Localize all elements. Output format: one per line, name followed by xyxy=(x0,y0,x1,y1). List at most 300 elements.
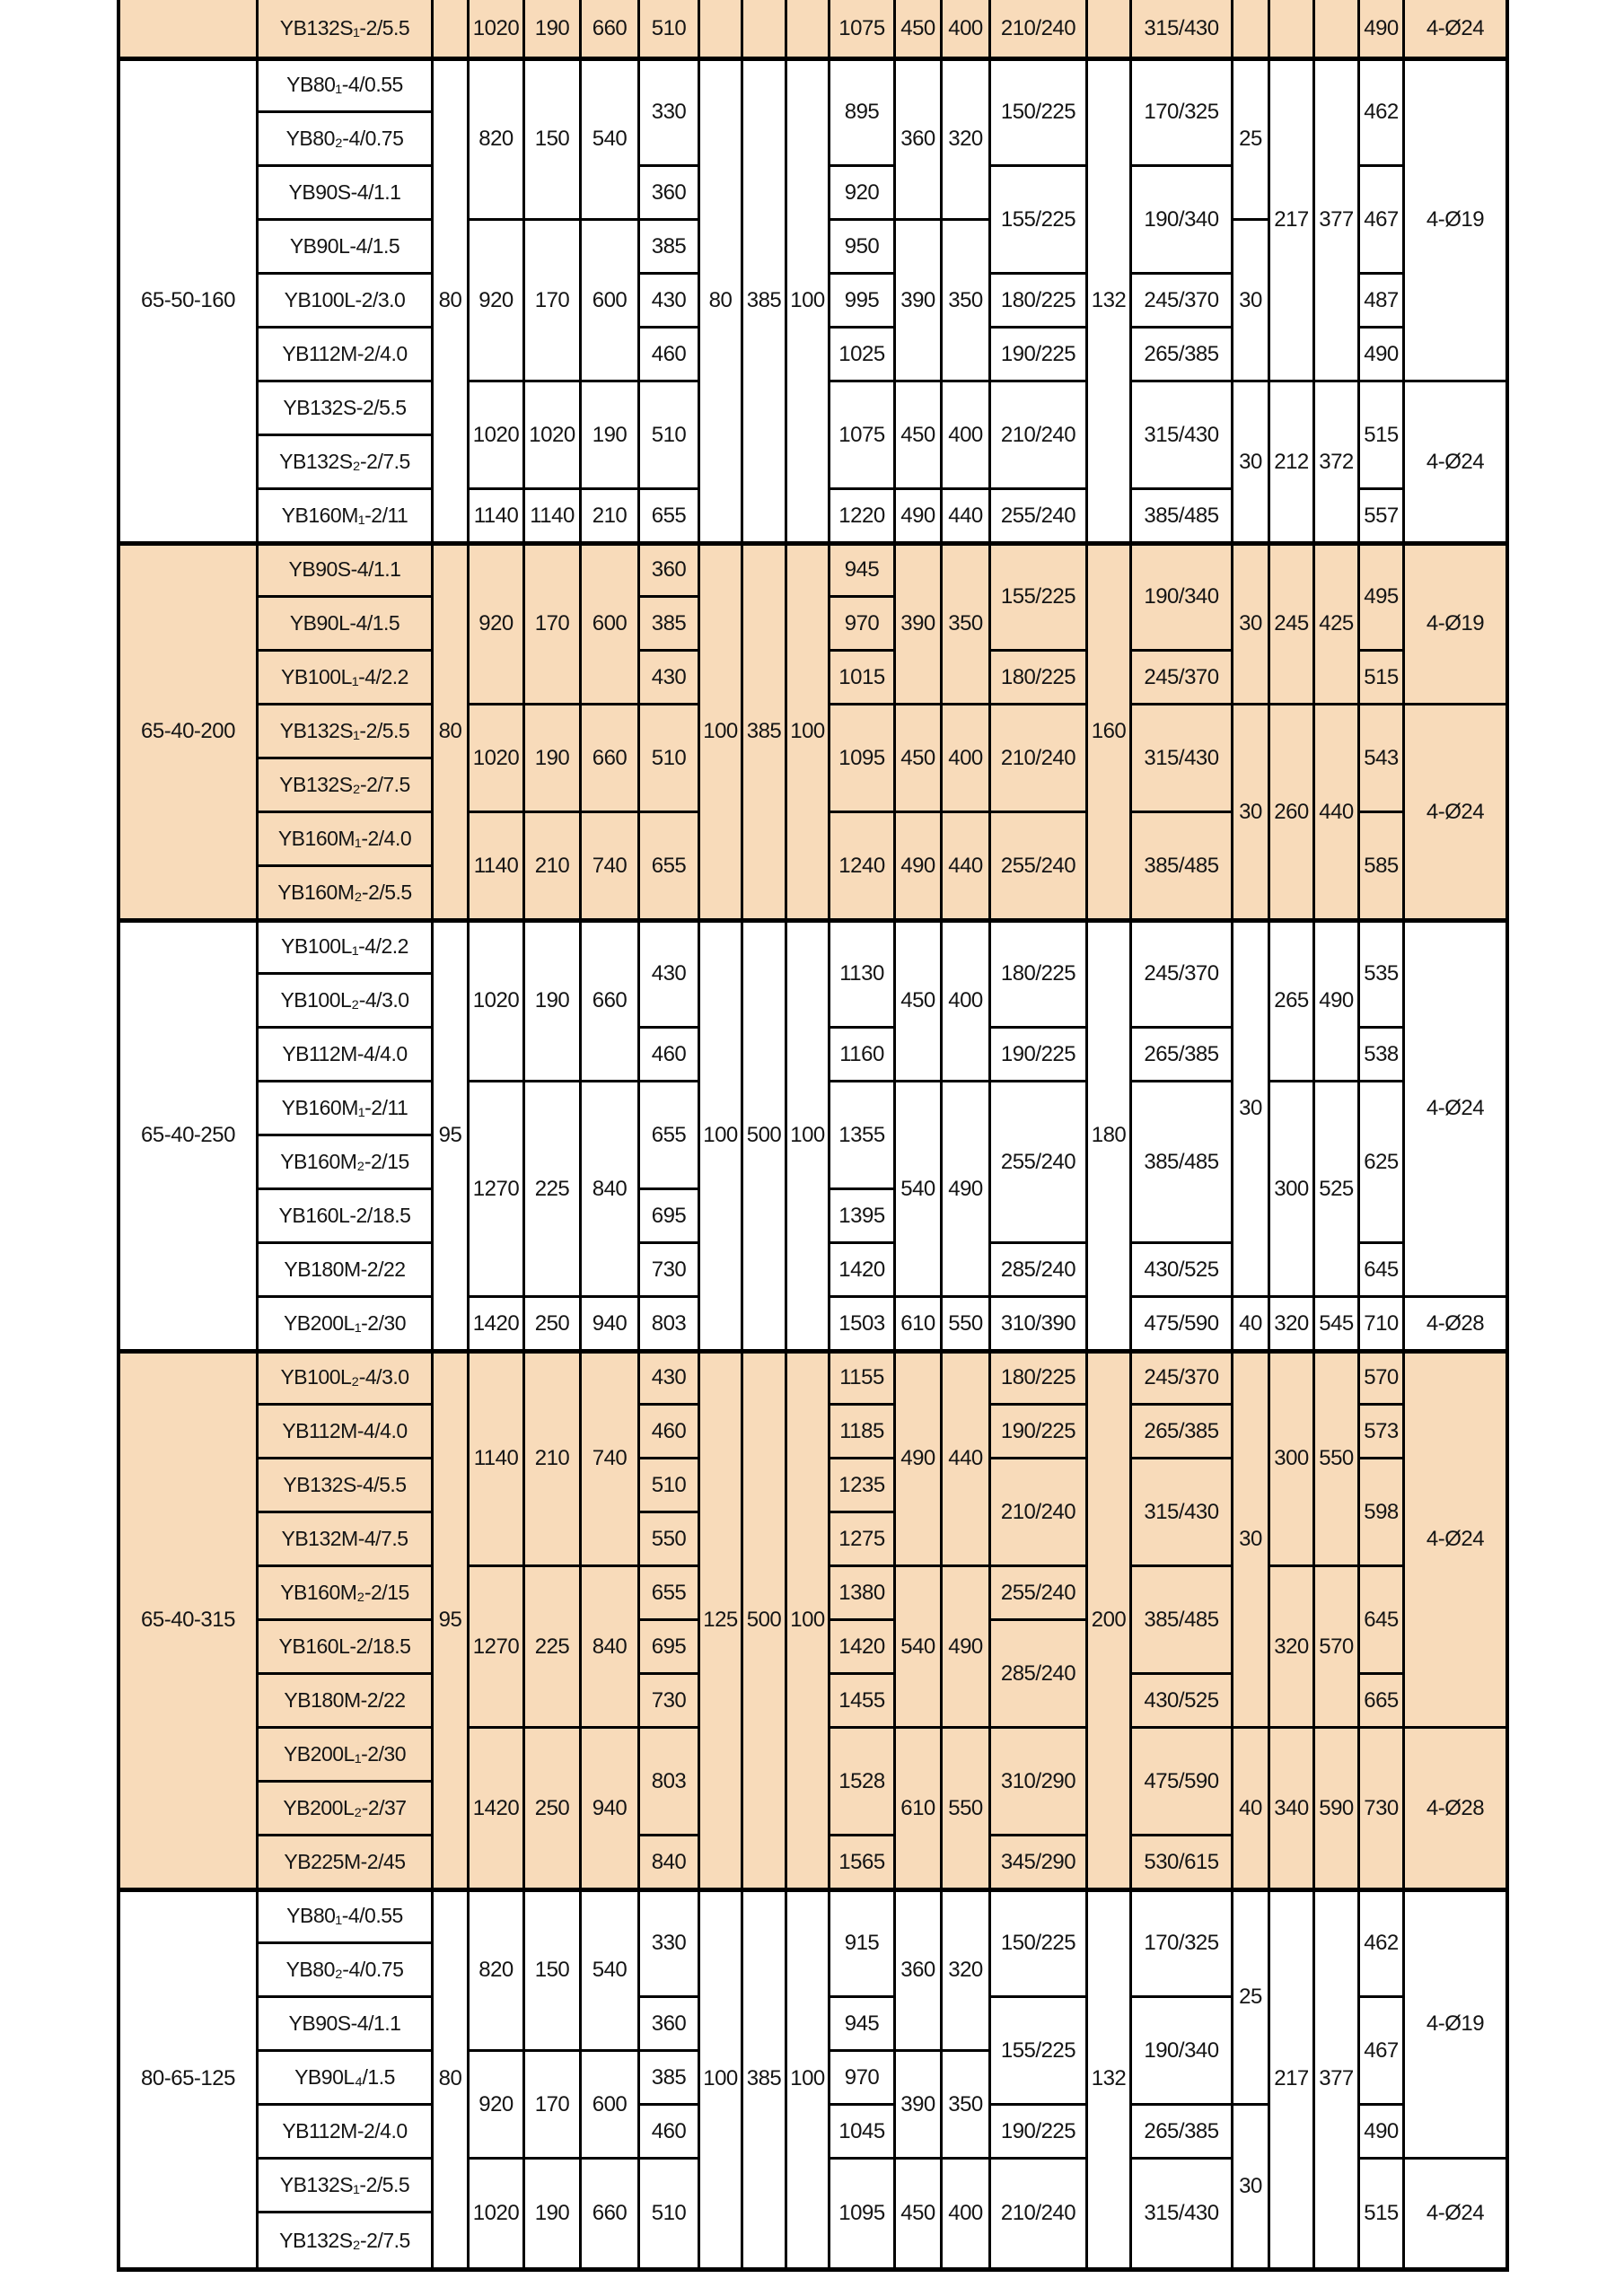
value-cell: 390 xyxy=(896,544,943,705)
value-cell: 132 xyxy=(1088,59,1132,544)
value-cell: 180/225 xyxy=(991,275,1088,329)
value-cell xyxy=(1315,0,1360,59)
value-cell: 495 xyxy=(1360,544,1405,652)
value-cell: 210/240 xyxy=(991,382,1088,490)
value-cell: 467 xyxy=(1360,167,1405,275)
value-cell: 360 xyxy=(896,59,943,221)
value-cell: 425 xyxy=(1315,544,1360,705)
value-cell: 490 xyxy=(1360,0,1405,59)
value-cell: 543 xyxy=(1360,705,1405,813)
value-cell: 475/590 xyxy=(1132,1729,1233,1836)
value-cell: 4-Ø24 xyxy=(1405,0,1505,59)
value-cell: 4-Ø24 xyxy=(1405,382,1505,544)
value-cell: 315/430 xyxy=(1132,382,1233,490)
motor-model-cell: YB80₂-4/0.75 xyxy=(259,1944,434,1998)
value-cell: 820 xyxy=(470,59,525,221)
value-cell: 920 xyxy=(470,544,525,705)
value-cell: 525 xyxy=(1315,1082,1360,1298)
value-cell: 1025 xyxy=(830,329,896,382)
value-cell: 100 xyxy=(700,921,743,1352)
value-cell: 400 xyxy=(943,2160,991,2267)
value-cell: 1015 xyxy=(830,652,896,705)
value-cell: 510 xyxy=(640,1459,700,1513)
value-cell: 440 xyxy=(943,490,991,544)
value-cell: 210/240 xyxy=(991,705,1088,813)
value-cell: 4-Ø28 xyxy=(1405,1298,1505,1352)
value-cell: 190/225 xyxy=(991,2106,1088,2160)
value-cell: 570 xyxy=(1360,1352,1405,1406)
motor-model-cell: YB80₂-4/0.75 xyxy=(259,113,434,167)
value-cell: 510 xyxy=(640,705,700,813)
value-cell: 4-Ø19 xyxy=(1405,59,1505,382)
value-cell: 550 xyxy=(943,1729,991,1890)
value-cell: 217 xyxy=(1270,1890,1315,2267)
value-cell: 385 xyxy=(640,221,700,275)
value-cell: 430 xyxy=(640,652,700,705)
value-cell: 255/240 xyxy=(991,1567,1088,1621)
group-separator-line xyxy=(120,1349,1505,1354)
value-cell: 1140 xyxy=(470,490,525,544)
motor-model-cell: YB160M₂-2/5.5 xyxy=(259,867,434,921)
value-cell: 600 xyxy=(582,544,640,705)
value-cell: 695 xyxy=(640,1621,700,1675)
value-cell: 740 xyxy=(582,1352,640,1567)
value-cell: 372 xyxy=(1315,382,1360,544)
value-cell: 1095 xyxy=(830,2160,896,2267)
value-cell: 265/385 xyxy=(1132,1029,1233,1082)
value-cell: 265/385 xyxy=(1132,2106,1233,2160)
pump-model-cell: 65-40-200 xyxy=(120,544,259,921)
value-cell: 645 xyxy=(1360,1244,1405,1298)
value-cell: 1220 xyxy=(830,490,896,544)
value-cell: 920 xyxy=(470,2052,525,2160)
value-cell: 30 xyxy=(1233,382,1270,544)
value-cell: 540 xyxy=(896,1567,943,1729)
value-cell: 212 xyxy=(1270,382,1315,544)
value-cell: 450 xyxy=(896,0,943,59)
value-cell: 440 xyxy=(1315,705,1360,921)
value-cell: 390 xyxy=(896,2052,943,2160)
value-cell: 475/590 xyxy=(1132,1298,1233,1352)
value-cell: 460 xyxy=(640,329,700,382)
value-cell: 530/615 xyxy=(1132,1836,1233,1890)
value-cell: 1270 xyxy=(470,1082,525,1298)
value-cell: 970 xyxy=(830,2052,896,2106)
value-cell: 400 xyxy=(943,0,991,59)
value-cell: 600 xyxy=(582,221,640,382)
value-cell: 25 xyxy=(1233,59,1270,221)
value-cell: 210 xyxy=(582,490,640,544)
value-cell: 330 xyxy=(640,1890,700,1998)
value-cell: 970 xyxy=(830,598,896,652)
value-cell: 1155 xyxy=(830,1352,896,1406)
value-cell: 740 xyxy=(582,813,640,921)
value-cell: 100 xyxy=(700,544,743,921)
value-cell: 385 xyxy=(743,1890,787,2267)
motor-model-cell: YB132S₁-2/5.5 xyxy=(259,0,434,59)
group-separator-line xyxy=(120,1888,1505,1892)
value-cell: 1503 xyxy=(830,1298,896,1352)
value-cell: 540 xyxy=(582,59,640,221)
value-cell: 300 xyxy=(1270,1352,1315,1567)
value-cell: 1185 xyxy=(830,1406,896,1459)
value-cell: 1020 xyxy=(470,921,525,1082)
value-cell: 1140 xyxy=(470,813,525,921)
value-cell: 1380 xyxy=(830,1567,896,1621)
value-cell: 170/325 xyxy=(1132,59,1233,167)
value-cell: 467 xyxy=(1360,1998,1405,2106)
value-cell: 490 xyxy=(943,1082,991,1298)
value-cell: 840 xyxy=(582,1567,640,1729)
pump-model-cell xyxy=(120,0,259,59)
motor-model-cell: YB100L₁-4/2.2 xyxy=(259,921,434,975)
value-cell: 915 xyxy=(830,1890,896,1998)
group-separator-line xyxy=(120,918,1505,923)
value-cell: 1420 xyxy=(830,1244,896,1298)
value-cell: 598 xyxy=(1360,1459,1405,1567)
value-cell: 40 xyxy=(1233,1729,1270,1890)
group-separator-line xyxy=(120,57,1505,61)
value-cell: 315/430 xyxy=(1132,1459,1233,1567)
value-cell: 450 xyxy=(896,2160,943,2267)
value-cell: 385/485 xyxy=(1132,1567,1233,1675)
value-cell: 255/240 xyxy=(991,813,1088,921)
value-cell: 440 xyxy=(943,1352,991,1567)
value-cell: 377 xyxy=(1315,1890,1360,2267)
value-cell: 132 xyxy=(1088,1890,1132,2267)
value-cell: 150 xyxy=(525,1890,582,2052)
value-cell: 1020 xyxy=(470,382,525,490)
motor-model-cell: YB200L₁-2/30 xyxy=(259,1298,434,1352)
value-cell: 190/225 xyxy=(991,1029,1088,1082)
value-cell: 450 xyxy=(896,382,943,490)
value-cell: 245/370 xyxy=(1132,652,1233,705)
value-cell: 1075 xyxy=(830,0,896,59)
motor-model-cell: YB80₁-4/0.55 xyxy=(259,59,434,113)
value-cell: 245/370 xyxy=(1132,1352,1233,1406)
value-cell: 4-Ø24 xyxy=(1405,921,1505,1298)
value-cell: 125 xyxy=(700,1352,743,1890)
value-cell: 190/340 xyxy=(1132,167,1233,275)
value-cell: 350 xyxy=(943,221,991,382)
value-cell: 385 xyxy=(640,598,700,652)
value-cell: 950 xyxy=(830,221,896,275)
value-cell: 100 xyxy=(787,921,830,1352)
value-cell: 250 xyxy=(525,1729,582,1890)
value-cell: 265/385 xyxy=(1132,329,1233,382)
value-cell: 1140 xyxy=(525,490,582,544)
value-cell: 550 xyxy=(1315,1352,1360,1567)
value-cell: 655 xyxy=(640,1082,700,1190)
value-cell: 4-Ø24 xyxy=(1405,2160,1505,2267)
value-cell: 487 xyxy=(1360,275,1405,329)
value-cell: 430 xyxy=(640,921,700,1029)
value-cell: 515 xyxy=(1360,652,1405,705)
motor-model-cell: YB180M-2/22 xyxy=(259,1244,434,1298)
value-cell: 645 xyxy=(1360,1567,1405,1675)
motor-model-cell: YB200L₁-2/30 xyxy=(259,1729,434,1783)
value-cell xyxy=(700,0,743,59)
value-cell xyxy=(1233,0,1270,59)
value-cell: 190 xyxy=(525,2160,582,2267)
value-cell: 1420 xyxy=(470,1298,525,1352)
value-cell: 600 xyxy=(582,2052,640,2160)
value-cell: 895 xyxy=(830,59,896,167)
value-cell: 390 xyxy=(896,221,943,382)
value-cell: 190/225 xyxy=(991,329,1088,382)
value-cell: 320 xyxy=(1270,1298,1315,1352)
value-cell: 360 xyxy=(640,1998,700,2052)
value-cell: 995 xyxy=(830,275,896,329)
value-cell: 695 xyxy=(640,1190,700,1244)
value-cell: 840 xyxy=(640,1836,700,1890)
value-cell: 730 xyxy=(640,1244,700,1298)
value-cell: 500 xyxy=(743,1352,787,1890)
value-cell: 170 xyxy=(525,2052,582,2160)
value-cell: 40 xyxy=(1233,1298,1270,1352)
motor-model-cell: YB112M-2/4.0 xyxy=(259,329,434,382)
value-cell: 300 xyxy=(1270,1082,1315,1298)
value-cell: 385 xyxy=(640,2052,700,2106)
value-cell: 1528 xyxy=(830,1729,896,1836)
value-cell xyxy=(1270,0,1315,59)
value-cell: 655 xyxy=(640,1567,700,1621)
value-cell: 655 xyxy=(640,490,700,544)
value-cell: 100 xyxy=(787,544,830,921)
group-separator-line xyxy=(120,541,1505,546)
pump-model-cell: 80-65-125 xyxy=(120,1890,259,2267)
value-cell: 1095 xyxy=(830,705,896,813)
value-cell: 710 xyxy=(1360,1298,1405,1352)
value-cell: 80 xyxy=(700,59,743,544)
motor-model-cell: YB132S₁-2/5.5 xyxy=(259,2160,434,2213)
value-cell: 460 xyxy=(640,1406,700,1459)
value-cell: 4-Ø19 xyxy=(1405,544,1505,705)
value-cell: 385/485 xyxy=(1132,490,1233,544)
value-cell: 1275 xyxy=(830,1513,896,1567)
value-cell: 170 xyxy=(525,544,582,705)
value-cell: 190/340 xyxy=(1132,544,1233,652)
value-cell: 210/240 xyxy=(991,2160,1088,2267)
value-cell: 820 xyxy=(470,1890,525,2052)
motor-model-cell: YB112M-4/4.0 xyxy=(259,1029,434,1082)
motor-model-cell: YB80₁-4/0.55 xyxy=(259,1890,434,1944)
value-cell: 4-Ø28 xyxy=(1405,1729,1505,1890)
value-cell: 1020 xyxy=(470,705,525,813)
value-cell: 30 xyxy=(1233,1352,1270,1729)
value-cell: 190 xyxy=(525,705,582,813)
value-cell: 100 xyxy=(700,1890,743,2267)
value-cell: 1020 xyxy=(525,382,582,490)
value-cell: 1130 xyxy=(830,921,896,1029)
motor-model-cell: YB112M-4/4.0 xyxy=(259,1406,434,1459)
value-cell: 180/225 xyxy=(991,921,1088,1029)
value-cell: 450 xyxy=(896,921,943,1082)
value-cell: 515 xyxy=(1360,382,1405,490)
motor-model-cell: YB100L₂-4/3.0 xyxy=(259,1352,434,1406)
value-cell: 100 xyxy=(787,1890,830,2267)
value-cell: 400 xyxy=(943,705,991,813)
motor-model-cell: YB160L-2/18.5 xyxy=(259,1190,434,1244)
value-cell: 385 xyxy=(743,544,787,921)
value-cell xyxy=(743,0,787,59)
value-cell: 30 xyxy=(1233,2106,1270,2267)
value-cell: 350 xyxy=(943,2052,991,2160)
value-cell: 225 xyxy=(525,1567,582,1729)
value-cell: 285/240 xyxy=(991,1621,1088,1729)
value-cell: 180 xyxy=(1088,921,1132,1352)
value-cell: 730 xyxy=(640,1675,700,1729)
motor-model-cell: YB132M-4/7.5 xyxy=(259,1513,434,1567)
value-cell: 490 xyxy=(1360,2106,1405,2160)
value-cell: 255/240 xyxy=(991,1082,1088,1244)
motor-model-cell: YB112M-2/4.0 xyxy=(259,2106,434,2160)
value-cell: 100 xyxy=(787,1352,830,1890)
value-cell: 245/370 xyxy=(1132,921,1233,1029)
motor-model-cell: YB90S-4/1.1 xyxy=(259,1998,434,2052)
motor-model-cell: YB90S-4/1.1 xyxy=(259,167,434,221)
value-cell: 625 xyxy=(1360,1082,1405,1244)
motor-model-cell: YB132S₁-2/5.5 xyxy=(259,705,434,759)
value-cell: 80 xyxy=(434,59,470,544)
value-cell: 217 xyxy=(1270,59,1315,382)
value-cell: 345/290 xyxy=(991,1836,1088,1890)
value-cell: 540 xyxy=(896,1082,943,1298)
motor-model-cell: YB160L-2/18.5 xyxy=(259,1621,434,1675)
value-cell: 945 xyxy=(830,1998,896,2052)
value-cell: 490 xyxy=(1360,329,1405,382)
pump-model-cell: 65-40-315 xyxy=(120,1352,259,1890)
value-cell: 210 xyxy=(525,1352,582,1567)
value-cell: 30 xyxy=(1233,544,1270,705)
value-cell: 550 xyxy=(640,1513,700,1567)
value-cell: 1075 xyxy=(830,382,896,490)
motor-model-cell: YB100L₂-4/3.0 xyxy=(259,975,434,1029)
value-cell: 1355 xyxy=(830,1082,896,1190)
value-cell: 245 xyxy=(1270,544,1315,705)
value-cell: 210/240 xyxy=(991,1459,1088,1567)
value-cell: 255/240 xyxy=(991,490,1088,544)
value-cell: 170/325 xyxy=(1132,1890,1233,1998)
value-cell: 500 xyxy=(743,921,787,1352)
value-cell: 1270 xyxy=(470,1567,525,1729)
value-cell: 940 xyxy=(582,1729,640,1890)
value-cell: 200 xyxy=(1088,1352,1132,1890)
value-cell: 1020 xyxy=(470,2160,525,2267)
value-cell xyxy=(434,0,470,59)
value-cell: 210/240 xyxy=(991,0,1088,59)
value-cell: 160 xyxy=(1088,544,1132,921)
value-cell: 510 xyxy=(640,0,700,59)
motor-model-cell: YB90L₄/1.5 xyxy=(259,2052,434,2106)
motor-model-cell: YB90L-4/1.5 xyxy=(259,598,434,652)
value-cell: 265 xyxy=(1270,921,1315,1082)
motor-model-cell: YB132S-4/5.5 xyxy=(259,1459,434,1513)
value-cell: 940 xyxy=(582,1298,640,1352)
value-cell: 155/225 xyxy=(991,1998,1088,2106)
pump-model-cell: 65-50-160 xyxy=(120,59,259,544)
value-cell: 80 xyxy=(434,544,470,921)
value-cell xyxy=(1088,0,1132,59)
value-cell: 25 xyxy=(1233,1890,1270,2106)
value-cell: 320 xyxy=(1270,1567,1315,1729)
value-cell: 30 xyxy=(1233,705,1270,921)
value-cell: 320 xyxy=(943,59,991,221)
value-cell: 360 xyxy=(896,1890,943,2052)
motor-model-cell: YB160M₂-2/15 xyxy=(259,1136,434,1190)
value-cell: 400 xyxy=(943,382,991,490)
value-cell: 4-Ø24 xyxy=(1405,705,1505,921)
value-cell: 155/225 xyxy=(991,544,1088,652)
value-cell: 1395 xyxy=(830,1190,896,1244)
value-cell: 190/225 xyxy=(991,1406,1088,1459)
pump-dimensions-table xyxy=(117,0,1509,2272)
value-cell: 310/290 xyxy=(991,1729,1088,1836)
value-cell: 385/485 xyxy=(1132,1082,1233,1244)
motor-model-cell: YB100L₁-4/2.2 xyxy=(259,652,434,705)
motor-model-cell: YB132S₂-2/7.5 xyxy=(259,436,434,490)
value-cell: 510 xyxy=(640,382,700,490)
value-cell: 265/385 xyxy=(1132,1406,1233,1459)
value-cell: 660 xyxy=(582,705,640,813)
value-cell: 462 xyxy=(1360,1890,1405,1998)
value-cell: 1565 xyxy=(830,1836,896,1890)
value-cell: 100 xyxy=(787,59,830,544)
value-cell: 80 xyxy=(434,1890,470,2267)
value-cell: 150/225 xyxy=(991,59,1088,167)
value-cell: 350 xyxy=(943,544,991,705)
value-cell: 515 xyxy=(1360,2160,1405,2267)
value-cell: 1240 xyxy=(830,813,896,921)
value-cell: 1045 xyxy=(830,2106,896,2160)
value-cell: 920 xyxy=(830,167,896,221)
motor-model-cell: YB180M-2/22 xyxy=(259,1675,434,1729)
value-cell: 30 xyxy=(1233,221,1270,382)
value-cell: 190 xyxy=(525,0,582,59)
value-cell: 150 xyxy=(525,59,582,221)
value-cell: 803 xyxy=(640,1298,700,1352)
value-cell: 225 xyxy=(525,1082,582,1298)
motor-model-cell: YB200L₂-2/37 xyxy=(259,1783,434,1836)
value-cell: 190 xyxy=(582,382,640,490)
value-cell: 330 xyxy=(640,59,700,167)
value-cell: 490 xyxy=(896,813,943,921)
value-cell: 170 xyxy=(525,221,582,382)
value-cell: 803 xyxy=(640,1729,700,1836)
value-cell: 360 xyxy=(640,544,700,598)
value-cell: 490 xyxy=(1315,921,1360,1082)
motor-model-cell: YB132S-2/5.5 xyxy=(259,382,434,436)
motor-model-cell: YB225M-2/45 xyxy=(259,1836,434,1890)
value-cell: 315/430 xyxy=(1132,705,1233,813)
value-cell: 660 xyxy=(582,0,640,59)
value-cell: 440 xyxy=(943,813,991,921)
motor-model-cell: YB90L-4/1.5 xyxy=(259,221,434,275)
value-cell: 610 xyxy=(896,1729,943,1890)
value-cell: 4-Ø19 xyxy=(1405,1890,1505,2160)
value-cell: 460 xyxy=(640,2106,700,2160)
value-cell: 945 xyxy=(830,544,896,598)
motor-model-cell: YB132S₂-2/7.5 xyxy=(259,2213,434,2267)
value-cell: 430/525 xyxy=(1132,1675,1233,1729)
value-cell: 360 xyxy=(640,167,700,221)
value-cell: 340 xyxy=(1270,1729,1315,1890)
motor-model-cell: YB160M₁-2/11 xyxy=(259,1082,434,1136)
value-cell: 450 xyxy=(896,705,943,813)
value-cell: 490 xyxy=(896,1352,943,1567)
value-cell: 585 xyxy=(1360,813,1405,921)
motor-model-cell: YB160M₁-2/4.0 xyxy=(259,813,434,867)
